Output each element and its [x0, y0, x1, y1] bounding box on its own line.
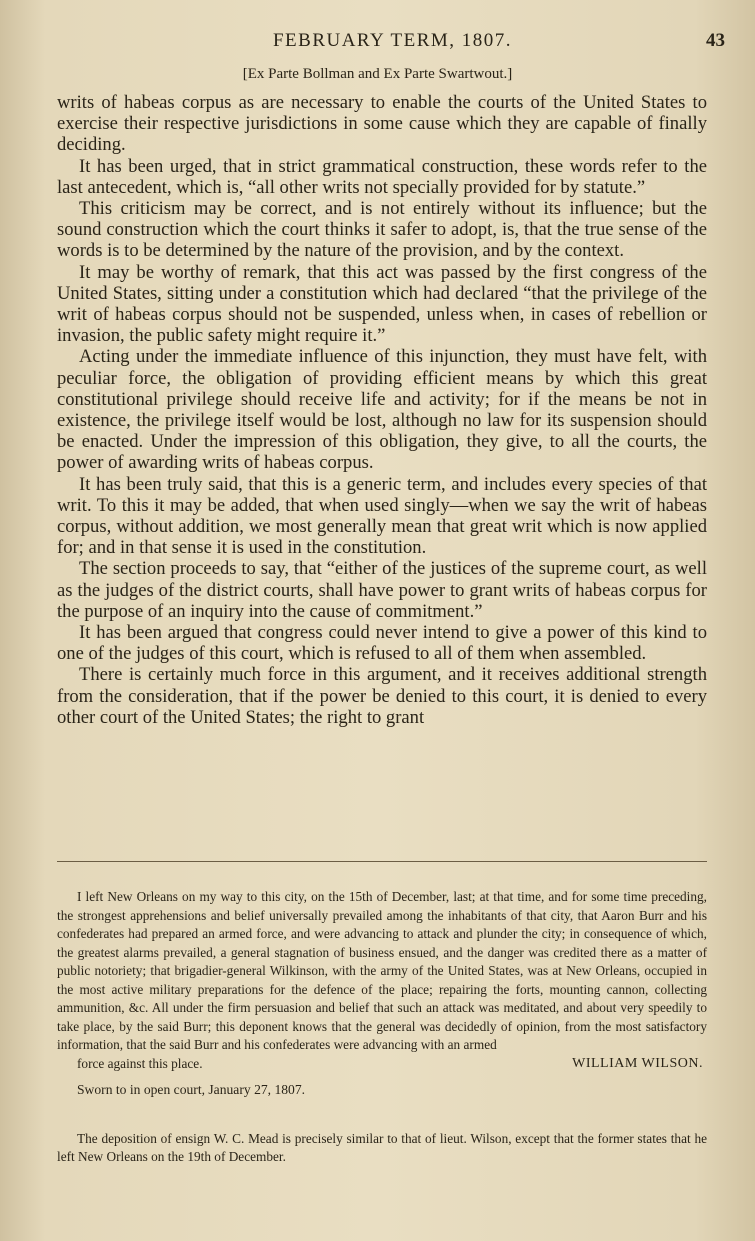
footnote-divider	[57, 861, 707, 862]
paragraph: It has been urged, that in strict grammatical construction, these words refer to the last antecedent, which is, “all other writs not specially provided for by statute.”	[57, 155, 707, 198]
footnote-last-line: force against this place.	[77, 1055, 203, 1071]
footnote-second: The deposition of ensign W. C. Mead is precisely similar to that of lieut. Wilson, except that the former states that he left New Orleans on the 19th of December.	[57, 1130, 707, 1164]
paragraph: There is certainly much force in this argument, and it receives additional strength from the consideration, that if the power be denied to this court, it is denied to every other court of the United States; the right to grant	[57, 664, 707, 728]
paragraph: The section proceeds to say, that “either of the justices of the supreme court, as well as the judges of the district courts, shall have power to grant writs of habeas corpus for the purpose of an inquiry into the cause of commitment.”	[57, 558, 707, 622]
running-head: FEBRUARY TERM, 1807.	[272, 30, 513, 51]
page-header	[60, 30, 725, 54]
case-title: [Ex Parte Bollman and Ex Parte Swartwout.]	[242, 66, 513, 82]
footnotes	[57, 888, 707, 1167]
footnote-deposition: I left New Orleans on my way to this city, on the 15th of December, last; at that time, and for some time preceding, the strongest apprehensions and belief universally prevailed among the inhabitants of that city, that Aaron Burr and his confederates had prepared an armed force, and were advancing to attack and plunder the city; in consequence of which, the greatest alarms prevailed, a general stagnation of business ensued, and the danger was credited there as a matter of public notoriety; that brigadier-general Wilkinson, with the army of the United States, was at New Orleans, occupied in the most active military preparations for the defence of the place; repairing the forts, mounting cannon, collecting ammunition, &c. All under the firm persuasion and belief that such an attack was meditated, and about very speedily to take place, by the said Burr; this deponent knows that the general was decidedly of opinion, from the most satisfactory information, that the said Burr and his confederates were advancing with an armed	[57, 889, 707, 1052]
paragraph: It has been argued that congress could never intend to give a power of this kind to one of the judges of this court, which is refused to all of them when assembled.	[57, 622, 707, 665]
main-text	[57, 92, 707, 728]
signature: WILLIAM WILSON.	[572, 1055, 703, 1071]
paragraph: It has been truly said, that this is a generic term, and includes every species of that writ. To this it may be added, that when used singly—when we say the writ of habeas corpus, without addition, we most generally mean that great writ which is now applied for; and in that sense it is used in the constitution.	[57, 473, 707, 559]
footnote-signature-line	[57, 1055, 707, 1074]
paragraph: It may be worthy of remark, that this act was passed by the first congress of the United States, sitting under a constitution which had declared “that the privilege of the writ of habeas corpus should not be suspended, unless when, in cases of rebellion or invasion, the public safety might require it.”	[57, 261, 707, 347]
paragraph: This criticism may be correct, and is not entirely without its influence; but the sound construction which the court thinks it safer to adopt, is, that the true sense of the words is to be determined by the nature of the provision, and by the context.	[57, 198, 707, 262]
paragraph: writs of habeas corpus as are necessary to enable the courts of the United States to exercise their respective jurisdictions in some cause which they are capable of finally deciding.	[57, 92, 707, 156]
sworn-statement: Sworn to in open court, January 27, 1807.	[77, 1082, 306, 1097]
paragraph: Acting under the immediate influence of this injunction, they must have felt, with peculiar force, the obligation of providing efficient means by which this great constitutional privilege should receive life and activity; for if the means be not in existence, the privilege itself would be lost, although no law for its suspension should be enacted. Under the impression of this obligation, they give, to all the courts, the power of awarding writs of habeas corpus.	[57, 346, 707, 474]
page-number: 43	[706, 30, 725, 51]
